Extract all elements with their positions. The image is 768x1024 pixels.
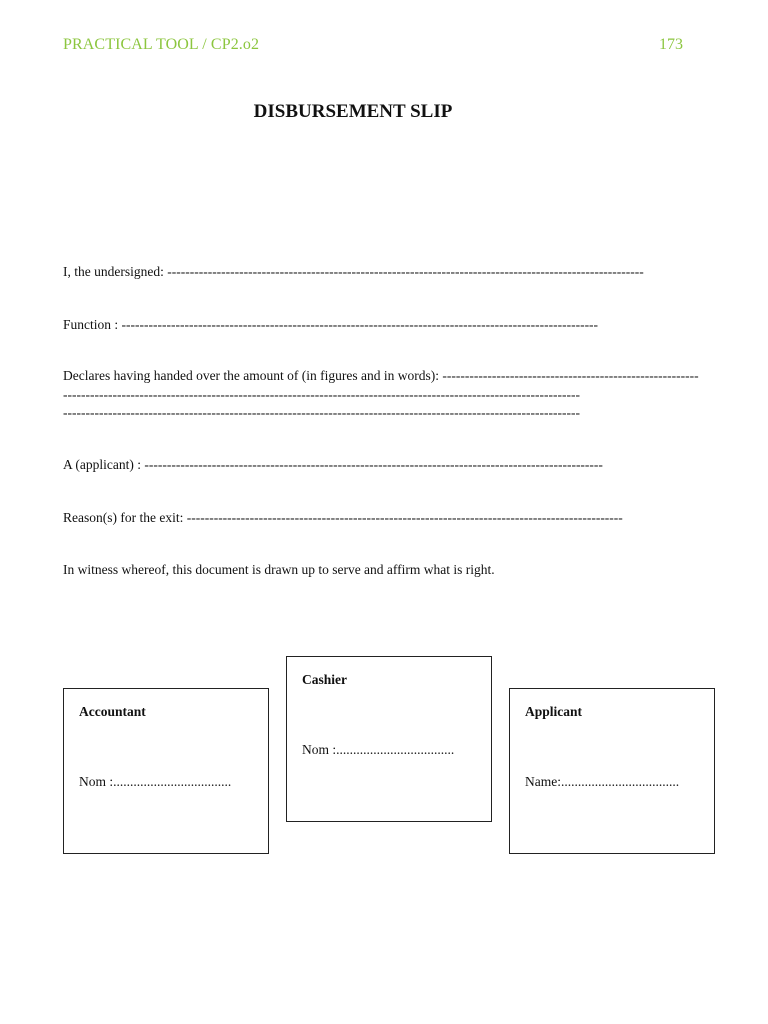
reason-field (63, 509, 623, 526)
amount-label: Declares having handed over the amount of (in figures and in words): (63, 368, 443, 383)
amount-blank-continuation-2: ------------------------------------------------------------------------------------------------------------------- (63, 405, 580, 420)
reason-blank: ------------------------------------------------------------------------------------------------- (186, 510, 623, 525)
applicant-title: Applicant (525, 704, 583, 719)
function-blank: ---------------------------------------------------------------------------------------------------------- (121, 317, 599, 332)
amount-blank-continuation-1: ------------------------------------------------------------------------------------------------------------------- (63, 387, 580, 402)
document-title: DISBURSEMENT SLIP (253, 101, 453, 122)
applicant-label: A (applicant) : (63, 457, 145, 472)
reason-label: Reason(s) for the exit: (63, 510, 187, 525)
witness-statement: In witness whereof, this document is drawn up to serve and affirm what is right. (63, 562, 495, 577)
amount-field (63, 367, 699, 384)
applicant-blank: ------------------------------------------------------------------------------------------------------ (144, 457, 603, 472)
page-number: 173 (659, 36, 683, 53)
accountant-name-line: Nom :................................... (79, 774, 232, 789)
function-label: Function : (63, 317, 122, 332)
cashier-signature-box (286, 656, 492, 822)
cashier-title: Cashier (302, 672, 347, 687)
function-field (63, 316, 598, 333)
undersigned-blank: ---------------------------------------------------------------------------------------------------------- (167, 264, 644, 279)
cashier-name-line: Nom :................................... (302, 742, 455, 757)
applicant-name-line: Name:................................... (525, 774, 680, 789)
header-section-label: PRACTICAL TOOL / CP2.o2 (63, 36, 260, 53)
applicant-field (63, 456, 603, 473)
accountant-signature-box (63, 688, 269, 854)
amount-blank: --------------------------------------------------------- (442, 368, 699, 383)
applicant-signature-box (509, 688, 715, 854)
undersigned-label: I, the undersigned: (63, 264, 168, 279)
undersigned-field (63, 263, 644, 280)
accountant-title: Accountant (79, 704, 146, 719)
